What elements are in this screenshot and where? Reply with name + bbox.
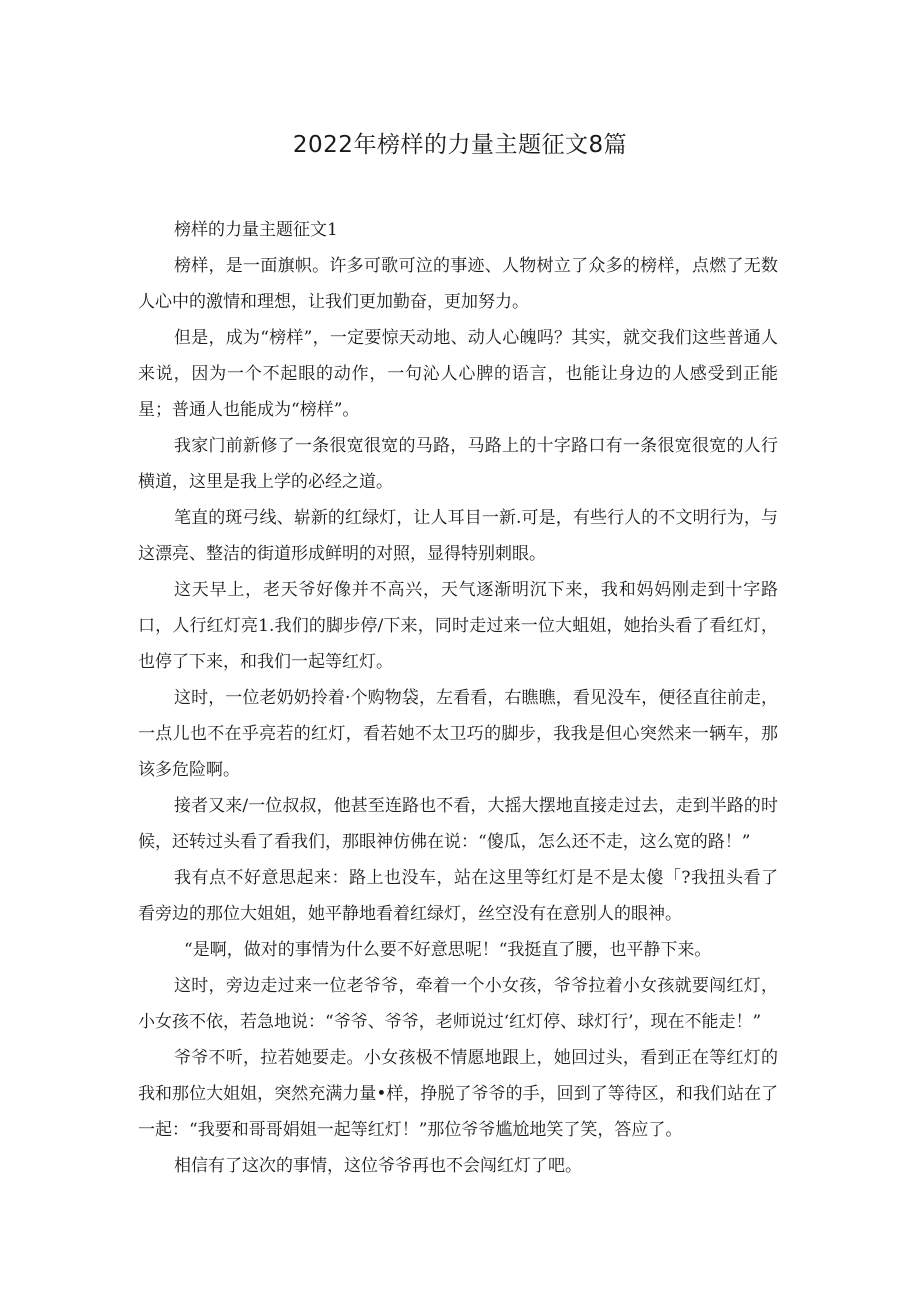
paragraph-12: 相信有了这次的事情，这位爷爷再也不会闯红灯了吧。 xyxy=(174,1156,582,1176)
section-heading: 榜样的力量主题征文1 xyxy=(174,220,338,240)
paragraph-10: 这时，旁边走过来一位老爷爷，牵着一个小女孩，爷爷拉着小女孩就要闯红灯，小女孩不依，若急地说：“爷爷、爷爷，老师说过‘红灯停、球灯行’，现在不能走！” xyxy=(138,976,778,1032)
paragraph-11: 爷爷不听，拉若她要走。小女孩极不情愿地跟上，她回过头，看到正在等红灯的我和那位大姐姐，突然充满力量•样，挣脱了爷爷的手，回到了等待区，和我们站在了一起：“我要和哥哥娟姐一起等红灯！”那位爷爷尴尬地笑了笑，答应了。 xyxy=(138,1048,778,1140)
paragraph-3: 我家门前新修了一条很宽很宽的马路，马路上的十字路口有一条很宽很宽的人行横道，这里是我上学的必经之道。 xyxy=(138,436,778,492)
document-title: 2022年榜样的力量主题征文8篇 xyxy=(292,132,628,158)
paragraph-5: 这天早上，老天爷好像并不高兴，天气逐渐明沉下来，我和妈妈刚走到十字路口，人行红灯亮1.我们的脚步停/下来，同时走过来一位大蛆姐，她抬头看了看红灯，也停了下来，和我们一起等红灯。 xyxy=(138,580,778,672)
paragraph-8: 我有点不好意思起来：路上也没车，站在这里等红灯是不是太傻「?我扭头看了看旁边的那位大姐姐，她平静地看着红绿灯，丝空没有在意别人的眼神。 xyxy=(138,868,778,924)
paragraph-6: 这时，一位老奶奶拎着·个购物袋，左看看，右瞧瞧，看见没车，便径直往前走，一点儿也不在乎亮若的红灯，看若她不太卫巧的脚步，我我是但心突然来一辆车，那该多危险啊。 xyxy=(138,688,778,780)
paragraph-2: 但是，成为“榜样”，一定要惊天动地、动人心魄吗？其实，就交我们这些普通人来说，因为一个不起眼的动作，一句沁人心脾的语言，也能让身边的人感受到正能星；普通人也能成为“榜样”。 xyxy=(138,328,778,420)
paragraph-1: 榜样，是一面旗帜。许多可歌可泣的事迹、人物树立了众多的榜样，点燃了无数人心中的激情和理想，让我们更加勤奋，更加努力。 xyxy=(138,256,778,312)
paragraph-9: “是啊，做对的事情为什么要不好意思呢！“我挺直了腰，也平静下来。 xyxy=(184,940,712,960)
paragraph-7: 接者又来/一位叔叔，他甚至连路也不看，大摇大摆地直接走过去，走到半路的时候，还转过头看了看我们，那眼神仿佛在说：“傻瓜，怎么还不走，这么宽的路！” xyxy=(138,796,778,852)
paragraph-4: 笔直的斑弓线、崭新的红绿灯，让人耳目一新.可是，有些行人的不文明行为，与这漂亮、整洁的街道形成鲜明的对照，显得特别刺眼。 xyxy=(138,508,778,564)
document-body xyxy=(138,212,778,1184)
